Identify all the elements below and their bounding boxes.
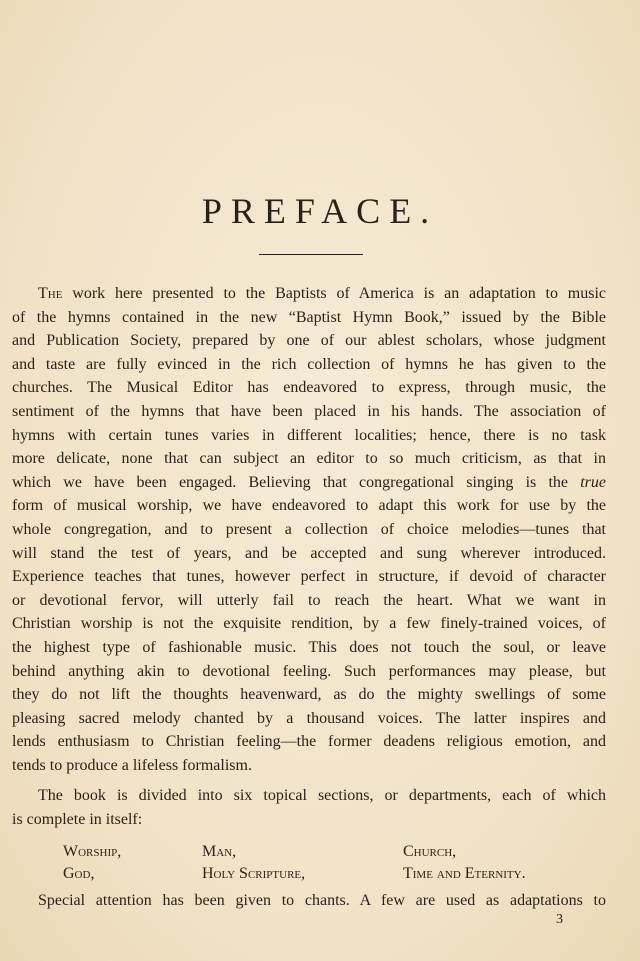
text-line: of the hymns contained in the new “Baptist Hymn Book,” issued by the Bible xyxy=(12,308,606,326)
text-line: The book is divided into six topical sections, or departments, each of which xyxy=(38,787,606,804)
text-line: sentiment of the hymns that have been placed in his hands. The association of xyxy=(12,403,606,420)
text-line: pleasing sacred melody chanted by a thousand voices. The latter inspires and xyxy=(12,709,606,727)
topic-time-and-eternity: Time and Eternity. xyxy=(403,865,526,882)
text-line: or devotional fervor, will utterly fail to reach the heart. What we want in xyxy=(12,591,606,609)
page-number: 3 xyxy=(556,912,563,927)
text-line: and Publication Society, prepared by one of our ablest scholars, whose judgment xyxy=(12,332,606,350)
text-line: whole congregation, and to present a collection of choice melodies—tunes that xyxy=(12,521,606,538)
title-rule xyxy=(259,254,363,255)
topic-god: God, xyxy=(63,865,95,882)
text-line: form of musical worship, we have endeavored to adapt this work for use by the xyxy=(12,497,606,515)
text-line: they do not lift the thoughts heavenward, as do the mighty swellings of some xyxy=(12,686,606,704)
topic-holy-scripture: Holy Scripture, xyxy=(202,865,306,882)
text-line: the highest type of fashionable music. This does not touch the soul, or leave xyxy=(12,639,606,656)
text-line: hymns with certain tunes varies in different localities; hence, there is no task xyxy=(12,426,606,444)
text-line: more delicate, none that can subject an editor to so much criticism, as that in xyxy=(12,450,606,468)
text-line: and taste are fully evinced in the rich collection of hymns he has given to the xyxy=(12,355,606,373)
topic-church: Church, xyxy=(403,843,457,860)
page-title: PREFACE. xyxy=(201,191,439,231)
text-line: churches. The Musical Editor has endeavored to express, through music, the xyxy=(12,379,606,397)
emphasis: true xyxy=(580,473,606,491)
text-line: will stand the test of years, and be accepted and sung wherever introduced. xyxy=(12,544,606,562)
topic-man: Man, xyxy=(202,843,237,860)
text-line: Special attention has been given to chants. A few are used as adaptations to xyxy=(38,892,606,909)
text-line: is complete in itself: xyxy=(12,810,143,828)
text-line: Christian worship is not the exquisite rendition, by a few finely-trained voices, of xyxy=(12,615,606,633)
text-line: lends enthusiasm to Christian feeling—the former deadens religious emotion, and xyxy=(12,733,606,751)
topic-worship: Worship, xyxy=(63,843,122,860)
text-line: Experience teaches that tunes, however perfect in structure, if devoid of character xyxy=(12,568,606,586)
text-line: tends to produce a lifeless formalism. xyxy=(12,757,252,774)
lead-word: The xyxy=(38,285,63,302)
line-text: work here presented to the Baptists of America is an adaptation to music xyxy=(72,285,607,302)
text-line xyxy=(38,284,606,304)
text-line: which we have been engaged. Believing that congregational singing is the true xyxy=(12,473,606,491)
text-line: behind anything akin to devotional feeling. Such performances may please, but xyxy=(12,662,606,680)
